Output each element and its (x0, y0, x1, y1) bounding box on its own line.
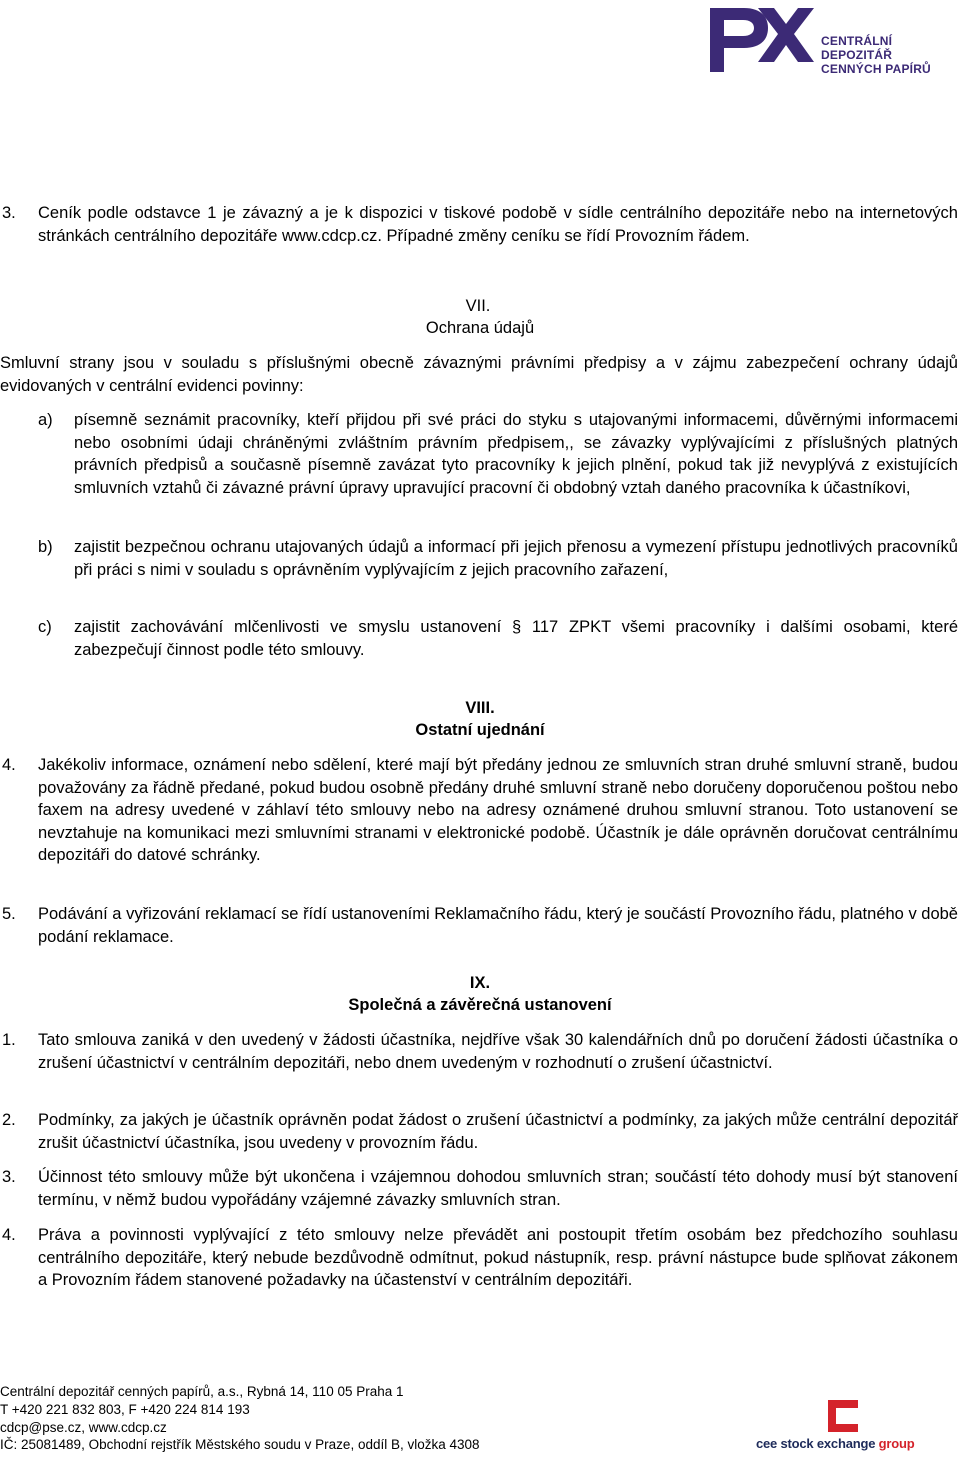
list-item-text: Ceník podle odstavce 1 je závazný a je k dispozici v tiskové podobě v sídle centrálního depozitáře nebo na internetových stránkách centrálního depozitáře www.cdcp.cz. Případné změny ceníku se řídí Provozním řádem. (38, 204, 958, 245)
list-item-letter: a) (38, 411, 53, 429)
list-item-letter: b) (38, 538, 53, 556)
list-item-text: Tato smlouva zaniká v den uvedený v žádosti účastníka, nejdříve však 30 kalendářních dnů po doručení žádosti účastníka o zrušení účastnictví v centrálním depozitáři, nebo dnem uvedeným v rozhodnutí o zrušení účastnictví. (38, 1031, 958, 1072)
section-9-number: IX. (469, 974, 491, 992)
list-item-text: Jakékoliv informace, oznámení nebo sdělení, které mají být předány jednou ze smluvních stran druhé smluvní straně, budou považovány za řádně předané, pokud budou osobně předány druhé smluvní straně nebo doručeny doporučenou poštou nebo faxem na adresy uvedené v záhlaví této smlouvy nebo na adresy oznámené druhou smluvní stranou. Toto ustanovení se nevztahuje na komunikaci mezi smluvními stranami v elektronické podobě. Účastník je dále oprávněn doručovat centrálnímu depozitáři do datové schránky. (38, 756, 958, 865)
footer-phone: T +420 221 832 803, F +420 224 814 193 (0, 1401, 250, 1417)
section-8-number: VIII. (465, 699, 495, 717)
list-item-text: zajistit bezpečnou ochranu utajovaných údajů a informací při jejich přenosu a vymezení přístupu jednotlivých pracovníků při práci s nimi v souladu s oprávněním vyplývajícím z jejich pracovního zařazení, (74, 538, 958, 579)
list-item-number: 2. (2, 1111, 16, 1129)
cdcp-logo (706, 2, 956, 76)
page-footer (0, 1383, 600, 1454)
cee-wordmark-red: group (878, 1436, 915, 1451)
list-item-text: Podmínky, za jakých je účastník oprávněn podat žádost o zrušení účastnictví a podmínky, za jakých může centrální depozitář zrušit účastnictví účastníka, jsou uvedeny v provozním řádu. (38, 1111, 958, 1152)
list-item-number: 4. (2, 1226, 16, 1244)
footer-registration: IČ: 25081489, Obchodní rejstřík Městského soudu v Praze, oddíl B, vložka 4308 (0, 1437, 480, 1453)
list-item-number: 3. (2, 204, 16, 222)
cee-wordmark-dark: cee stock exchange (756, 1436, 876, 1451)
px-logo-icon (706, 2, 816, 74)
footer-contact: cdcp@pse.cz, www.cdcp.cz (0, 1419, 167, 1435)
list-item-text: písemně seznámit pracovníky, kteří přijdou při své práci do styku s utajovanými informacemi, důvěrnými informacemi nebo osobními údaji chráněnými zvláštním právním předpisem,, se závazky vyplývajícími z příslušných platných právních předpisů a současně písemně zavázat tyto pracovníky k jejich plnění, pokud tak již nevyplývá z existujících smluvních vztahů či závazné právní úpravy upravující pracovní či obdobný vztah daného pracovníka k účastníkovi, (74, 411, 958, 497)
list-item-number: 1. (2, 1031, 16, 1049)
list-item-letter: c) (38, 618, 52, 636)
cee-group-wordmark (756, 1436, 915, 1451)
list-item-text: zajistit zachovávání mlčenlivosti ve smyslu ustanovení § 117 ZPKT všemi pracovníky i dalšími osobami, které zabezpečují činnost podle této smlouvy. (74, 618, 958, 659)
cee-mark-icon (756, 1396, 936, 1436)
footer-address: Centrální depozitář cenných papírů, a.s., Rybná 14, 110 05 Praha 1 (0, 1384, 404, 1399)
list-item-text: Podávání a vyřizování reklamací se řídí ustanoveními Reklamačního řádu, který je součástí Provozního řádu, platného v době podání reklamace. (38, 905, 958, 946)
section-9-title: Společná a závěrečná ustanovení (348, 996, 612, 1014)
logo-line-2: CENNÝCH PAPÍRŮ (821, 62, 931, 76)
section-8-title: Ostatní ujednání (415, 721, 545, 739)
list-item-number: 4. (2, 756, 16, 774)
list-item-number: 3. (2, 1168, 16, 1186)
logo-wordmark (821, 34, 956, 76)
list-item-text: Práva a povinnosti vyplývající z této smlouvy nelze převádět ani postoupit třetím osobám bez předchozího souhlasu centrálního depozitáře, který nebude bezdůvodně odmítnut, pokud nástupník, resp. právní nástupce bude splňovat zákonem a Provozním řádem stanovené požadavky na účastenství v centrálním depozitáři. (38, 1226, 958, 1290)
section-7-number: VII. (465, 297, 491, 315)
section-7-intro: Smluvní strany jsou v souladu s příslušnými obecně závaznými právními předpisy a v zájmu zabezpečení ochrany údajů evidovaných v centrální evidenci povinny: (0, 354, 958, 395)
cee-group-logo (756, 1396, 936, 1456)
list-item-text: Účinnost této smlouvy může být ukončena i vzájemnou dohodou smluvních stran; součástí této dohody musí být stanovení termínu, v němž budou vypořádány vzájemné závazky smluvních stran. (38, 1168, 958, 1209)
list-item-number: 5. (2, 905, 16, 923)
logo-line-1: CENTRÁLNÍ DEPOZITÁŘ (821, 34, 893, 62)
section-7-title: Ochrana údajů (425, 319, 535, 337)
